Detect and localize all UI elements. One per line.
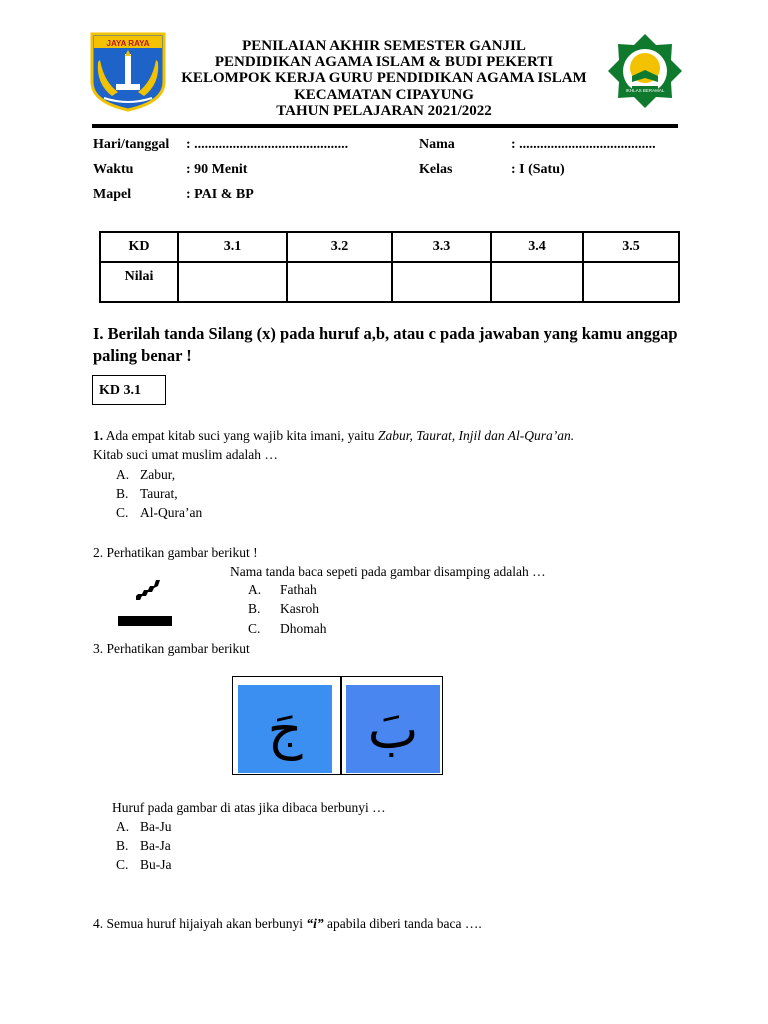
question-4-text: 4. Semua huruf hijaiyah akan berbunyi: [93, 916, 307, 931]
letter-image-divider: [340, 676, 342, 775]
question-4-bold: “i”: [306, 916, 324, 931]
question-1-text-b: Kitab suci umat muslim adalah …: [93, 447, 278, 462]
score-row-label: Nilai: [100, 262, 178, 302]
score-cell[interactable]: [583, 262, 679, 302]
q2-option-c[interactable]: [248, 619, 327, 638]
q3-option-a[interactable]: [116, 817, 172, 836]
q1-option-c[interactable]: [116, 503, 202, 522]
option-text: Zabur,: [140, 467, 176, 482]
question-2: 2. Perhatikan gambar berikut !: [93, 545, 258, 560]
waktu-value: : 90 Menit: [186, 162, 248, 177]
nama-label: Nama: [419, 137, 455, 152]
question-1-italic: Zabur, Taurat, Injil dan Al-Qura’an.: [377, 428, 575, 443]
option-text: Ba-Ju: [140, 819, 172, 834]
score-cell[interactable]: [491, 262, 583, 302]
question-1-number: 1.: [93, 428, 104, 443]
score-header-kd: KD: [100, 232, 178, 262]
jakarta-logo-text: JAYA RAYA: [106, 39, 150, 48]
nama-field[interactable]: : .......................................: [511, 137, 656, 152]
option-text: Fathah: [280, 582, 317, 597]
score-header-3-1: 3.1: [178, 232, 287, 262]
header-line-3: KELOMPOK KERJA GURU PENDIDIKAN AGAMA ISLAM: [181, 70, 587, 86]
option-letter: C.: [116, 505, 129, 520]
question-3: 3. Perhatikan gambar berikut: [93, 641, 250, 656]
score-cell[interactable]: [287, 262, 392, 302]
waktu-label: Waktu: [93, 162, 134, 177]
option-text: Ba-Ja: [140, 838, 171, 853]
option-text: Bu-Ja: [140, 857, 172, 872]
option-text: Al-Qura’an: [140, 505, 203, 520]
hari-label: Hari/tanggal: [93, 137, 170, 152]
header-line-2: PENDIDIKAN AGAMA ISLAM & BUDI PEKERTI: [214, 54, 554, 70]
option-letter: B.: [248, 601, 261, 616]
option-text: Kasroh: [280, 601, 319, 616]
score-header-3-4: 3.4: [491, 232, 583, 262]
option-letter: B.: [116, 486, 129, 501]
score-header-3-2: 3.2: [287, 232, 392, 262]
hari-field[interactable]: : ............................................: [186, 137, 349, 152]
q3-option-c[interactable]: [116, 855, 172, 874]
mapel-value: : PAI & BP: [186, 187, 254, 202]
option-text: Taurat,: [140, 486, 178, 501]
q3-option-b[interactable]: [116, 836, 171, 855]
kemenag-logo-text: IKHLAS BERAMAL: [625, 88, 665, 93]
q1-option-b[interactable]: [116, 484, 178, 503]
header-line-4: KECAMATAN CIPAYUNG: [294, 87, 474, 103]
score-header-3-5: 3.5: [583, 232, 679, 262]
header-line-5: TAHUN PELAJARAN 2021/2022: [276, 103, 492, 119]
question-2-prompt: Nama tanda baca sepeti pada gambar disamping adalah …: [230, 564, 546, 579]
option-letter: C.: [116, 857, 129, 872]
score-cell[interactable]: [392, 262, 491, 302]
kelas-label: Kelas: [419, 162, 453, 177]
q1-option-a[interactable]: [116, 465, 175, 484]
option-text: Dhomah: [280, 621, 327, 636]
question-4: [93, 914, 482, 933]
score-cell[interactable]: [178, 262, 287, 302]
q2-option-b[interactable]: [248, 599, 319, 618]
option-letter: A.: [116, 819, 130, 834]
question-1: [93, 426, 693, 464]
option-letter: C.: [248, 621, 261, 636]
kelas-value: : I (Satu): [511, 162, 565, 177]
header-divider: [92, 124, 678, 128]
q2-option-a[interactable]: [248, 580, 317, 599]
question-4-text-b: apabila diberi tanda baca ….: [323, 916, 482, 931]
mapel-label: Mapel: [93, 187, 132, 202]
harakat-image: [118, 576, 172, 628]
letter-tile-jim: جَ: [238, 685, 332, 773]
option-letter: A.: [116, 467, 130, 482]
score-table: [99, 231, 680, 303]
header-line-1: PENILAIAN AKHIR SEMESTER GANJIL: [242, 38, 526, 54]
question-1-text: Ada empat kitab suci yang wajib kita imani, yaitu: [103, 428, 378, 443]
option-letter: A.: [248, 582, 262, 597]
question-3-prompt: Huruf pada gambar di atas jika dibaca berbunyi …: [112, 800, 386, 815]
kd-box: KD 3.1: [92, 375, 166, 405]
letter-tile-ba: بَ: [346, 685, 440, 773]
section-title: I. Berilah tanda Silang (x) pada huruf a,b, atau c pada jawaban yang kamu anggap paling benar !: [93, 324, 678, 365]
score-header-3-3: 3.3: [392, 232, 491, 262]
option-letter: B.: [116, 838, 129, 853]
